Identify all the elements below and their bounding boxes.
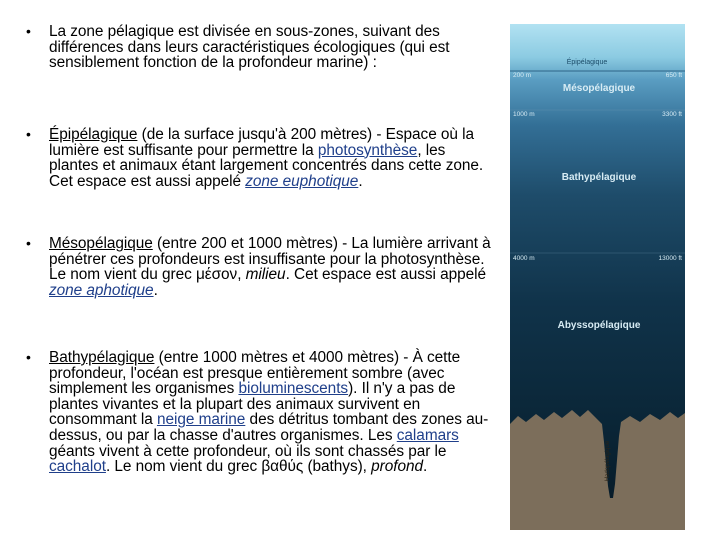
zone-label-mesopelagique: Mésopélagique	[562, 83, 636, 94]
bullet-text-run: La zone pélagique est divisée en sous-zones, suivant des différences dans leurs caractéristiques écologiques (qui est sensiblement fonction de la profondeur marine) :	[49, 23, 450, 72]
bullet-marker: •	[26, 349, 31, 365]
depth-label-4000m: 4000 m	[513, 255, 535, 262]
gloss-word: profond	[371, 458, 423, 476]
ocean-zones-diagram	[510, 24, 685, 530]
link-bioluminescents[interactable]: bioluminescents	[238, 380, 349, 398]
link-photosynthese[interactable]: photosynthèse	[317, 141, 418, 159]
depth-label-13000ft: 13000 ft	[658, 255, 682, 262]
term-epipelagique-link[interactable]: Épipélagique	[49, 126, 138, 143]
bullet-text	[49, 127, 498, 189]
bullet-text-run: ). Il n'y a pas de plantes vivantes et la plupart des animaux survivent en consommant la	[49, 380, 456, 429]
bullet-text-run: . Cet espace est aussi appelé	[285, 266, 487, 284]
bullet-text-run: . Le nom vient du grec βαθύς (bathys),	[105, 458, 372, 476]
bullet-text-run: (de la surface jusqu'à 200 mètres) - Espace où la lumière est suffisante pour permettre la	[49, 126, 475, 159]
bullet-item-mesopelagique	[18, 236, 498, 350]
bullet-text	[49, 24, 498, 71]
depth-label-650ft: 650 ft	[665, 72, 682, 79]
zone-label-epipelagique: Épipélagique	[566, 59, 608, 66]
bullet-item-intro	[18, 24, 498, 127]
term-mesopelagique-link[interactable]: Mésopélagique	[49, 235, 153, 252]
bullet-text-run: ,	[237, 266, 246, 284]
depth-label-1000m: 1000 m	[513, 111, 535, 118]
link-zone-euphotique[interactable]: zone euphotique	[245, 172, 359, 190]
zone-label-bathypelagique: Bathypélagique	[561, 172, 637, 183]
bullet-text-run: géants vivent à cette profondeur, où ils sont chassés par le	[49, 442, 447, 460]
ocean-zones-svg	[510, 24, 685, 530]
bullet-marker: •	[26, 235, 31, 251]
link-neige-marine[interactable]: neige marine	[156, 411, 246, 429]
greek-word: μέσον	[195, 266, 238, 284]
bullet-marker: •	[26, 23, 31, 39]
bullet-text-run: , les plantes et animaux étant largement concentrés dans cette zone. Cet espace est aussi appelé	[49, 141, 484, 190]
bullet-text-run: (entre 1000 mètres et 4000 mètres) - À cette profondeur, l'océan est presque entièrement sombre (avec simplement les organismes	[49, 349, 461, 398]
bullet-item-bathypelagique	[18, 350, 498, 475]
zone-label-abyssopelagique: Abyssopélagique	[557, 320, 641, 331]
term-bathypelagique-link[interactable]: Bathypélagique	[49, 349, 155, 366]
zone-label-hadopelagique: Hadopélagique	[605, 440, 611, 482]
link-cachalot[interactable]: cachalot	[49, 458, 106, 476]
bullet-text-run: (entre 200 et 1000 mètres) - La lumière arrivant à pénétrer ces profondeurs est insuffisante pour la photosynthèse. Le nom vient du grec	[49, 235, 491, 284]
bullet-text	[49, 350, 498, 475]
bullet-text-run: .	[358, 172, 363, 190]
bullet-text-run: des détritus tombant des zones au-dessus, ou par la chasse d'autres organismes. Les	[49, 411, 489, 444]
bullet-text-run: .	[422, 458, 428, 476]
seabed	[510, 410, 685, 530]
depth-label-3300ft: 3300 ft	[662, 111, 682, 118]
gloss-word: milieu	[245, 266, 286, 284]
link-calamars[interactable]: calamars	[396, 426, 459, 444]
bullet-item-epipelagique	[18, 127, 498, 236]
bullet-marker: •	[26, 126, 31, 142]
depth-label-200m: 200 m	[513, 72, 532, 79]
bullet-text-run: .	[153, 281, 158, 299]
bullet-text	[49, 236, 498, 298]
bullet-list	[18, 24, 498, 475]
link-zone-aphotique[interactable]: zone aphotique	[49, 281, 154, 299]
